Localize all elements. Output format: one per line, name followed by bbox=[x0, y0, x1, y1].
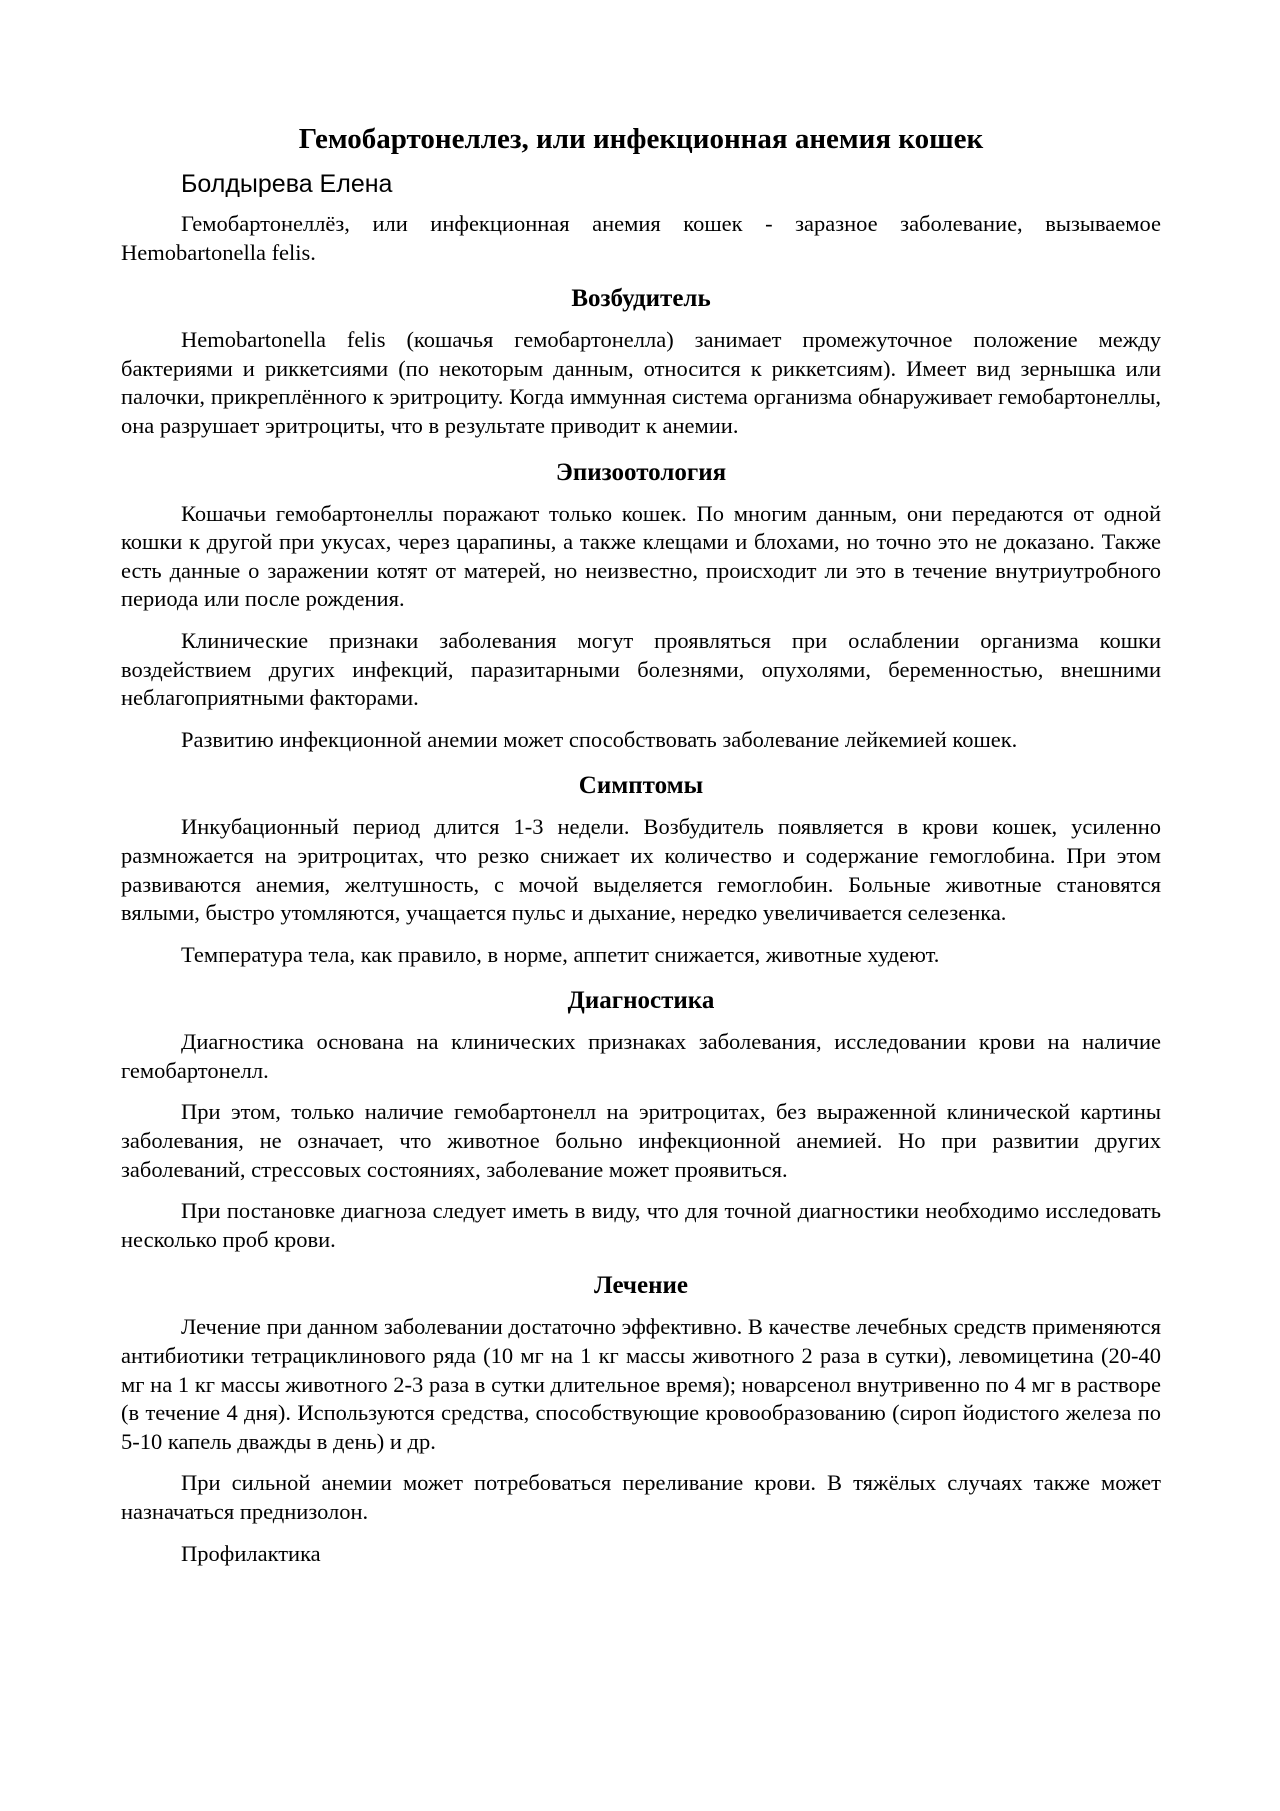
paragraph: Температура тела, как правило, в норме, аппетит снижается, животные худеют. bbox=[181, 941, 940, 967]
paragraph: При постановке диагноза следует иметь в виду, что для точной диагностики необходимо исследовать несколько проб крови. bbox=[121, 1198, 1161, 1252]
paragraph: Клинические признаки заболевания могут проявляться при ослаблении организма кошки воздействием других инфекций, паразитарными болезнями, опухолями, беременностью, внешними неблагоприятными факторами. bbox=[121, 627, 1161, 711]
paragraph: При сильной анемии может потребоваться переливание крови. В тяжёлых случаях также может назначаться преднизолон. bbox=[121, 1470, 1161, 1524]
paragraph: Развитию инфекционной анемии может способствовать заболевание лейкемией кошек. bbox=[181, 726, 1018, 752]
document-content bbox=[121, 118, 1161, 1581]
paragraph: Диагностика основана на клинических признаках заболевания, исследовании крови на наличие гемобартонелл. bbox=[121, 1029, 1161, 1083]
paragraph-prevention: Профилактика bbox=[181, 1540, 321, 1566]
section-heading-treatment: Лечение bbox=[593, 1272, 689, 1300]
paragraph: Лечение при данном заболевании достаточно эффективно. В качестве лечебных средств применяются антибиотики тетрациклинового ряда (10 мг на 1 кг массы животного 2 раза в сутки), левомицетина (20-40 мг на 1 кг массы животного 2-3 раза в сутки длительное время); новарсенол внутривенно по 4 мг в растворе (в течение 4 дня). Используются средства, способствующие кровообразованию (сироп йодистого железа по 5-10 капель дважды в день) и др. bbox=[121, 1314, 1161, 1454]
paragraph: Кошачьи гемобартонеллы поражают только кошек. По многим данным, они передаются от одной кошки к другой при укусах, через царапины, а также клещами и блохами, но точно это не доказано. Также есть данные о заражении котят от матерей, но неизвестно, происходит ли это в течение внутриутробного периода или после рождения. bbox=[121, 500, 1161, 612]
document-title: Гемобартонеллез, или инфекционная анемия кошек bbox=[298, 123, 984, 155]
intro-paragraph: Гемобартонеллёз, или инфекционная анемия кошек - заразное заболевание, вызываемое Hemobartonella felis. bbox=[121, 211, 1161, 265]
section-heading-symptoms: Симптомы bbox=[578, 772, 704, 800]
section-heading-epizootology: Эпизоотология bbox=[555, 458, 727, 486]
paragraph: Инкубационный период длится 1-3 недели. Возбудитель появляется в крови кошек, усиленно размножается на эритроцитах, что резко снижает их количество и содержание гемоглобина. При этом развиваются анемия, желтушность, с мочой выделяется гемоглобин. Больные животные становятся вялыми, быстро утомляются, учащается пульс и дыхание, нередко увеличивается селезенка. bbox=[121, 814, 1161, 926]
paragraph: При этом, только наличие гемобартонелл на эритроцитах, без выраженной клинической картины заболевания, не означает, что животное больно инфекционной анемией. Но при развитии других заболеваний, стрессовых состояниях, заболевание может проявиться. bbox=[121, 1099, 1161, 1182]
paragraph: Hemobartonella felis (кошачья гемобартонелла) занимает промежуточное положение между бактериями и риккетсиями (по некоторым данным, относится к риккетсиям). Имеет вид зернышка или палочки, прикреплённого к эритроциту. Когда иммунная система организма обнаруживает гемобартонеллы, она разрушает эритроциты, что в результате приводит к анемии. bbox=[121, 327, 1161, 438]
section-heading-pathogen: Возбудитель bbox=[571, 285, 711, 313]
document-author: Болдырева Елена bbox=[181, 170, 393, 198]
section-heading-diagnostics: Диагностика bbox=[567, 987, 715, 1015]
